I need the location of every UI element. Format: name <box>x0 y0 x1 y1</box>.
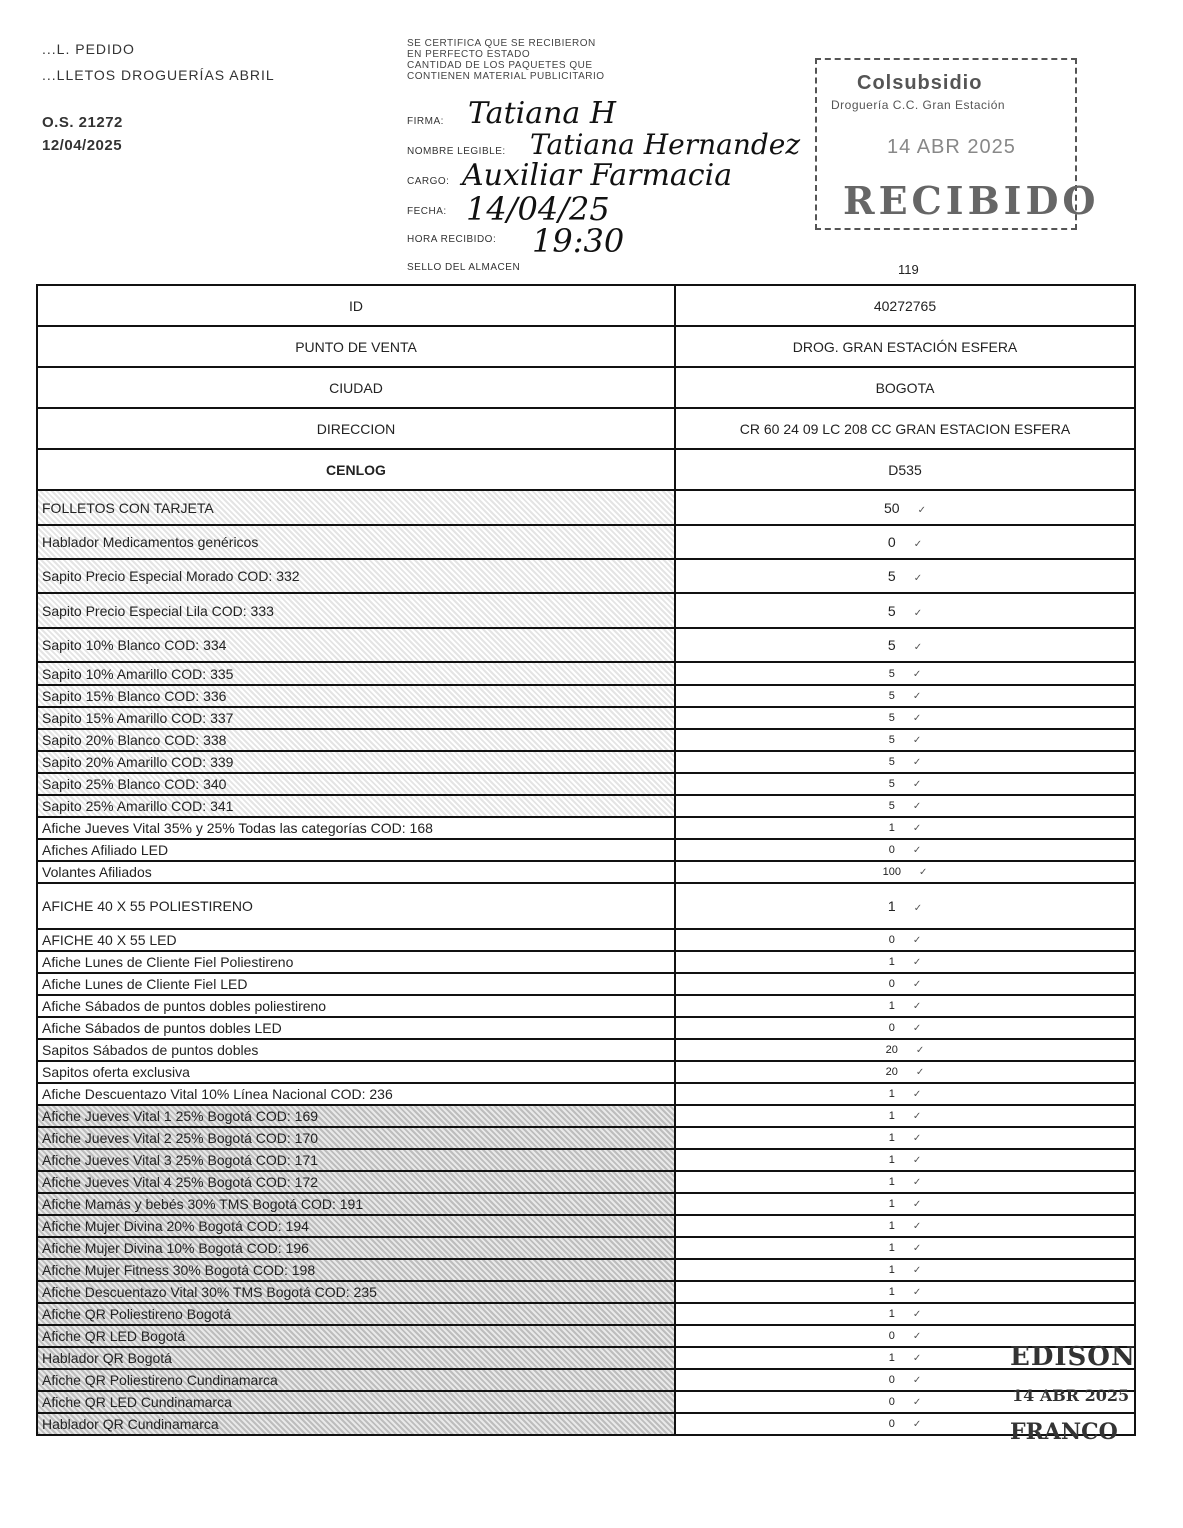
info-value: DROG. GRAN ESTACIÓN ESFERA <box>675 326 1135 367</box>
item-row <box>37 1347 1135 1369</box>
stamp-status: RECIBIDO <box>843 178 1100 223</box>
item-quantity: 1 <box>888 1220 895 1232</box>
item-quantity: 0 <box>888 1330 895 1342</box>
header-left <box>42 36 275 156</box>
item-label: Afiche Jueves Vital 1 25% Bogotá COD: 169 <box>37 1105 675 1127</box>
item-row <box>37 861 1135 883</box>
nombre-value: Tatiana Hernandez <box>530 128 801 161</box>
item-quantity: 0 <box>888 978 895 990</box>
cert-line: EN PERFECTO ESTADO <box>407 49 531 60</box>
item-label: Afiche QR Poliestireno Bogotá <box>37 1303 675 1325</box>
item-quantity: 1 <box>887 898 896 914</box>
item-row <box>37 773 1135 795</box>
check-mark-icon: ✓ <box>917 504 926 516</box>
check-mark-icon: ✓ <box>912 1331 922 1342</box>
info-value: BOGOTA <box>675 367 1135 408</box>
item-row <box>37 839 1135 861</box>
item-label: Afiche Mamás y bebés 30% TMS Bogotá COD: 191 <box>37 1193 675 1215</box>
item-label: Afiche Descuentazo Vital 30% TMS Bogotá COD: 235 <box>37 1281 675 1303</box>
item-quantity: 5 <box>888 690 895 702</box>
item-row <box>37 559 1135 593</box>
item-quantity: 5 <box>887 602 896 619</box>
item-label: Hablador QR Cundinamarca <box>37 1413 675 1435</box>
item-label: Sapito Precio Especial Morado COD: 332 <box>37 559 675 593</box>
info-value: 40272765 <box>675 285 1135 326</box>
item-qty-cell <box>675 1303 1135 1325</box>
check-mark-icon: ✓ <box>912 935 922 946</box>
item-qty-cell <box>675 817 1135 839</box>
item-label: Afiche Mujer Fitness 30% Bogotá COD: 198 <box>37 1259 675 1281</box>
check-mark-icon: ✓ <box>912 823 922 834</box>
item-quantity: 5 <box>888 712 895 724</box>
item-qty-cell <box>675 593 1135 628</box>
item-qty-cell <box>675 1017 1135 1039</box>
info-label: CENLOG <box>37 449 675 490</box>
item-quantity: 0 <box>888 1022 895 1034</box>
item-row <box>37 795 1135 817</box>
order-number: O.S. 21272 <box>42 114 123 131</box>
item-quantity: 1 <box>888 1176 895 1188</box>
item-label: FOLLETOS CON TARJETA <box>37 490 675 525</box>
header-spacer <box>42 88 275 110</box>
item-qty-cell <box>675 662 1135 685</box>
item-qty-cell <box>675 773 1135 795</box>
item-row <box>37 628 1135 662</box>
item-label: Afiche Sábados de puntos dobles poliestireno <box>37 995 675 1017</box>
item-quantity: 0 <box>888 934 895 946</box>
item-quantity: 1 <box>888 1110 895 1122</box>
item-row <box>37 817 1135 839</box>
item-row <box>37 1039 1135 1061</box>
check-mark-icon: ✓ <box>913 539 923 550</box>
item-qty-cell <box>675 707 1135 729</box>
item-quantity: 0 <box>888 1374 895 1386</box>
item-row <box>37 1105 1135 1127</box>
item-qty-cell <box>675 1039 1135 1061</box>
fecha-label: FECHA: <box>407 206 447 217</box>
item-quantity: 1 <box>888 1198 895 1210</box>
item-row <box>37 1171 1135 1193</box>
check-mark-icon: ✓ <box>912 1089 922 1100</box>
check-mark-icon: ✓ <box>912 735 922 746</box>
sello-label: SELLO DEL ALMACEN <box>407 262 521 273</box>
item-row <box>37 1149 1135 1171</box>
check-mark-icon: ✓ <box>912 1375 922 1386</box>
check-mark-icon: ✓ <box>912 1177 922 1188</box>
item-row <box>37 1237 1135 1259</box>
item-label: Afiche QR LED Cundinamarca <box>37 1391 675 1413</box>
check-mark-icon: ✓ <box>912 1111 922 1122</box>
item-quantity: 1 <box>888 1308 895 1320</box>
item-quantity: 1 <box>888 1242 895 1254</box>
info-row <box>37 326 1135 367</box>
check-mark-icon: ✓ <box>912 957 922 968</box>
receiver-name: EDISON <box>1010 1342 1136 1372</box>
item-row <box>37 929 1135 951</box>
item-row <box>37 751 1135 773</box>
info-label: PUNTO DE VENTA <box>37 326 675 367</box>
item-quantity: 0 <box>888 844 895 856</box>
item-row <box>37 1369 1135 1391</box>
check-mark-icon: ✓ <box>912 801 922 812</box>
firma-label: FIRMA: <box>407 116 444 127</box>
item-row <box>37 1391 1135 1413</box>
item-quantity: 1 <box>888 1264 895 1276</box>
nombre-label: NOMBRE LEGIBLE: <box>407 146 506 157</box>
item-qty-cell <box>675 1061 1135 1083</box>
item-qty-cell <box>675 1127 1135 1149</box>
item-quantity: 20 <box>885 1066 898 1078</box>
stamp-date: 14 ABR 2025 <box>887 136 1016 158</box>
check-mark-icon: ✓ <box>912 1353 922 1364</box>
item-quantity: 1 <box>888 1000 895 1012</box>
header-line1: ...L. PEDIDO <box>42 41 135 57</box>
item-quantity: 1 <box>888 822 895 834</box>
item-label: AFICHE 40 X 55 LED <box>37 929 675 951</box>
item-quantity: 5 <box>888 778 895 790</box>
check-mark-icon: ✓ <box>912 1155 922 1166</box>
item-label: Sapito 15% Amarillo COD: 337 <box>37 707 675 729</box>
item-label: Afiche QR LED Bogotá <box>37 1325 675 1347</box>
item-label: Afiche Mujer Divina 20% Bogotá COD: 194 <box>37 1215 675 1237</box>
item-label: Afiche Lunes de Cliente Fiel LED <box>37 973 675 995</box>
item-label: Afiche Descuentazo Vital 10% Línea Nacional COD: 236 <box>37 1083 675 1105</box>
item-label: Afiche Jueves Vital 4 25% Bogotá COD: 172 <box>37 1171 675 1193</box>
item-label: Afiche Mujer Divina 10% Bogotá COD: 196 <box>37 1237 675 1259</box>
item-label: Hablador Medicamentos genéricos <box>37 525 675 559</box>
item-row <box>37 1017 1135 1039</box>
info-label: DIRECCION <box>37 408 675 449</box>
hora-label: HORA RECIBIDO: <box>407 234 497 245</box>
check-mark-icon: ✓ <box>912 1287 922 1298</box>
item-quantity: 1 <box>888 1132 895 1144</box>
item-row <box>37 593 1135 628</box>
item-label: AFICHE 40 X 55 POLIESTIRENO <box>37 883 675 929</box>
info-row <box>37 449 1135 490</box>
delivery-table-body <box>37 285 1135 1435</box>
item-row <box>37 973 1135 995</box>
item-qty-cell <box>675 951 1135 973</box>
item-qty-cell <box>675 1171 1135 1193</box>
fecha-value: 14/04/25 <box>466 190 610 228</box>
item-row <box>37 662 1135 685</box>
info-value: D535 <box>675 449 1135 490</box>
item-label: Afiche Lunes de Cliente Fiel Poliestireno <box>37 951 675 973</box>
receiver-date: 14 ABR 2025 <box>1012 1386 1130 1405</box>
item-quantity: 100 <box>882 866 901 878</box>
item-label: Sapito 25% Amarillo COD: 341 <box>37 795 675 817</box>
item-label: Afiche Jueves Vital 3 25% Bogotá COD: 171 <box>37 1149 675 1171</box>
check-mark-icon: ✓ <box>912 1199 922 1210</box>
cert-line: CANTIDAD DE LOS PAQUETES QUE <box>407 60 593 71</box>
item-qty-cell <box>675 1149 1135 1171</box>
item-qty-cell <box>675 1281 1135 1303</box>
item-row <box>37 1325 1135 1347</box>
delivery-table <box>36 284 1136 1436</box>
item-qty-cell <box>675 751 1135 773</box>
item-row <box>37 1281 1135 1303</box>
header-line2: ...LLETOS DROGUERÍAS ABRIL <box>42 67 275 83</box>
item-label: Afiche QR Poliestireno Cundinamarca <box>37 1369 675 1391</box>
item-quantity: 5 <box>888 800 895 812</box>
item-quantity: 1 <box>888 1352 895 1364</box>
item-label: Hablador QR Bogotá <box>37 1347 675 1369</box>
item-qty-cell <box>675 1215 1135 1237</box>
item-quantity: 1 <box>888 1154 895 1166</box>
item-qty-cell <box>675 559 1135 593</box>
item-qty-cell <box>675 525 1135 559</box>
check-mark-icon: ✓ <box>912 1001 922 1012</box>
check-mark-icon: ✓ <box>913 573 923 584</box>
item-label: Afiches Afiliado LED <box>37 839 675 861</box>
item-row <box>37 951 1135 973</box>
item-row <box>37 1193 1135 1215</box>
check-mark-icon: ✓ <box>912 1397 922 1408</box>
check-mark-icon: ✓ <box>913 607 923 619</box>
item-quantity: 5 <box>888 734 895 746</box>
item-qty-cell <box>675 1105 1135 1127</box>
check-mark-icon: ✓ <box>918 867 928 878</box>
item-quantity: 1 <box>888 1088 895 1100</box>
item-label: Sapito 25% Blanco COD: 340 <box>37 773 675 795</box>
firma-signature: Tatiana H <box>468 96 617 131</box>
item-row <box>37 995 1135 1017</box>
cargo-value: Auxiliar Farmacia <box>462 158 733 193</box>
cert-line: CONTIENEN MATERIAL PUBLICITARIO <box>407 71 605 82</box>
item-row <box>37 883 1135 929</box>
check-mark-icon: ✓ <box>913 903 923 914</box>
item-label: Sapitos oferta exclusiva <box>37 1061 675 1083</box>
item-row <box>37 1413 1135 1435</box>
item-label: Sapito 20% Blanco COD: 338 <box>37 729 675 751</box>
stamp-store: Droguería C.C. Gran Estación <box>831 98 1006 112</box>
item-label: Volantes Afiliados <box>37 861 675 883</box>
item-qty-cell <box>675 729 1135 751</box>
receiver-surname: FRANCO <box>1010 1419 1118 1445</box>
item-label: Sapito 20% Amarillo COD: 339 <box>37 751 675 773</box>
check-mark-icon: ✓ <box>912 1221 922 1232</box>
order-date: 12/04/2025 <box>42 137 123 154</box>
item-label: Afiche Jueves Vital 2 25% Bogotá COD: 170 <box>37 1127 675 1149</box>
check-mark-icon: ✓ <box>912 1309 922 1320</box>
check-mark-icon: ✓ <box>912 1023 922 1034</box>
info-value: CR 60 24 09 LC 208 CC GRAN ESTACION ESFERA <box>675 408 1135 449</box>
item-qty-cell <box>675 1193 1135 1215</box>
receipt-certification <box>407 38 605 82</box>
check-mark-icon: ✓ <box>913 642 923 653</box>
item-quantity: 0 <box>888 1418 895 1430</box>
check-mark-icon: ✓ <box>912 691 922 702</box>
info-row <box>37 408 1135 449</box>
item-qty-cell <box>675 973 1135 995</box>
check-mark-icon: ✓ <box>912 779 922 790</box>
item-qty-cell <box>675 490 1135 525</box>
item-qty-cell <box>675 628 1135 662</box>
check-mark-icon: ✓ <box>912 668 922 680</box>
cert-line: SE CERTIFICA QUE SE RECIBIERON <box>407 38 596 49</box>
stamp-brand: Colsubsidio <box>857 72 983 94</box>
item-label: Sapito 10% Amarillo COD: 335 <box>37 662 675 685</box>
item-row <box>37 490 1135 525</box>
item-label: Sapito Precio Especial Lila COD: 333 <box>37 593 675 628</box>
check-mark-icon: ✓ <box>915 1045 925 1056</box>
item-qty-cell <box>675 1083 1135 1105</box>
item-row <box>37 729 1135 751</box>
item-label: Afiche Sábados de puntos dobles LED <box>37 1017 675 1039</box>
item-quantity: 0 <box>887 534 896 550</box>
item-label: Sapito 15% Blanco COD: 336 <box>37 685 675 707</box>
item-qty-cell <box>675 1259 1135 1281</box>
check-mark-icon: ✓ <box>912 979 922 990</box>
check-mark-icon: ✓ <box>915 1067 925 1078</box>
item-quantity: 5 <box>887 637 896 653</box>
item-quantity: 1 <box>888 1286 895 1298</box>
item-row <box>37 1215 1135 1237</box>
item-row <box>37 1259 1135 1281</box>
item-row <box>37 1083 1135 1105</box>
check-mark-icon: ✓ <box>912 757 922 768</box>
item-row <box>37 707 1135 729</box>
check-mark-icon: ✓ <box>912 1243 922 1254</box>
info-row <box>37 285 1135 326</box>
item-quantity: 1 <box>888 956 895 968</box>
item-row <box>37 525 1135 559</box>
item-qty-cell <box>675 795 1135 817</box>
info-label: ID <box>37 285 675 326</box>
item-row <box>37 1127 1135 1149</box>
item-label: Sapito 10% Blanco COD: 334 <box>37 628 675 662</box>
store-received-stamp <box>815 58 1100 230</box>
item-row <box>37 1061 1135 1083</box>
item-quantity: 5 <box>887 568 896 584</box>
item-quantity: 5 <box>888 667 895 680</box>
check-mark-icon: ✓ <box>912 1265 922 1276</box>
item-quantity: 20 <box>885 1044 898 1056</box>
check-mark-icon: ✓ <box>912 845 922 856</box>
info-row <box>37 367 1135 408</box>
info-label: CIUDAD <box>37 367 675 408</box>
item-qty-cell <box>675 1237 1135 1259</box>
item-quantity: 0 <box>888 1396 895 1408</box>
item-qty-cell <box>675 861 1135 883</box>
item-quantity: 5 <box>888 756 895 768</box>
item-row <box>37 1303 1135 1325</box>
item-qty-cell <box>675 883 1135 929</box>
item-qty-cell <box>675 929 1135 951</box>
check-mark-icon: ✓ <box>912 713 922 724</box>
item-label: Sapitos Sábados de puntos dobles <box>37 1039 675 1061</box>
item-qty-cell <box>675 995 1135 1017</box>
receiver-stamp <box>1010 1342 1136 1445</box>
check-mark-icon: ✓ <box>912 1133 922 1144</box>
item-row <box>37 685 1135 707</box>
item-qty-cell <box>675 839 1135 861</box>
page-number: 119 <box>898 262 919 277</box>
hora-value: 19:30 <box>532 222 625 260</box>
check-mark-icon: ✓ <box>912 1419 922 1430</box>
item-quantity: 50 <box>884 499 900 516</box>
item-label: Afiche Jueves Vital 35% y 25% Todas las categorías COD: 168 <box>37 817 675 839</box>
item-qty-cell <box>675 685 1135 707</box>
cargo-label: CARGO: <box>407 176 450 187</box>
